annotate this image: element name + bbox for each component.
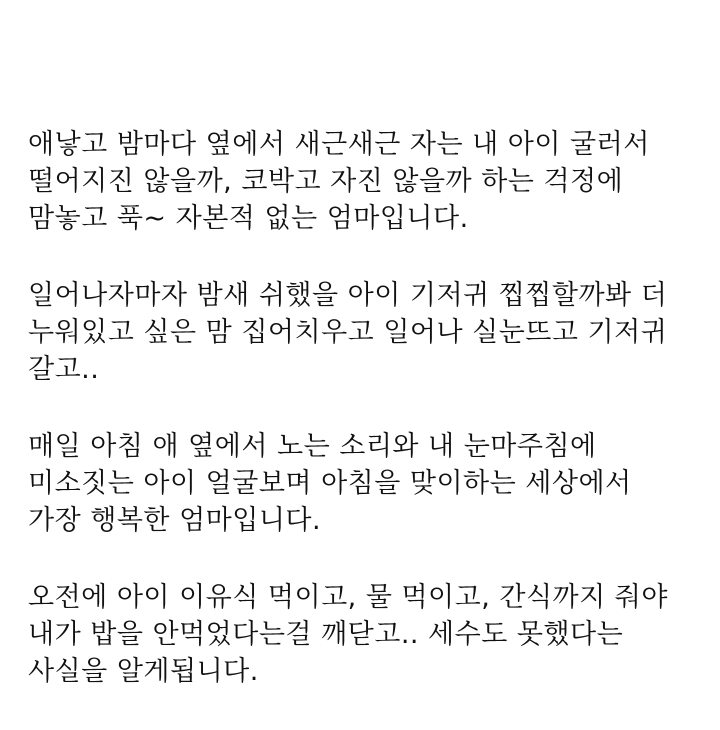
text-line: 애낳고 밤마다 옆에서 새근새근 자는 내 아이 굴러서 [28, 129, 650, 160]
text-line: 사실을 알게됩니다. [28, 656, 259, 687]
paragraph-1 [28, 126, 708, 237]
text-line: 내가 밥을 안먹었다는걸 깨닫고.. 세수도 못했다는 [28, 619, 624, 650]
text-line: 떨어지진 않을까, 코박고 자진 않을까 하는 걱정에 [28, 166, 624, 197]
text-line: 맘놓고 푹~ 자본적 없는 엄마입니다. [28, 203, 469, 234]
post-body [28, 126, 708, 730]
text-line: 일어나자마자 밤새 쉬했을 아이 기저귀 찝찝할까봐 더 [28, 280, 668, 311]
text-line: 오전에 아이 이유식 먹이고, 물 먹이고, 간식까지 줘야 [28, 582, 668, 613]
text-line: 매일 아침 애 옆에서 노는 소리와 내 눈마주침에 [28, 431, 597, 462]
paragraph-4 [28, 579, 708, 690]
text-line: 누워있고 싶은 맘 집어치우고 일어나 실눈뜨고 기저귀 [28, 317, 668, 348]
paragraph-3 [28, 428, 708, 539]
text-line: 미소짓는 아이 얼굴보며 아침을 맞이하는 세상에서 [28, 468, 632, 499]
text-line: 가장 행복한 엄마입니다. [28, 505, 322, 536]
text-line: 갈고.. [28, 354, 100, 385]
paragraph-2 [28, 277, 708, 388]
